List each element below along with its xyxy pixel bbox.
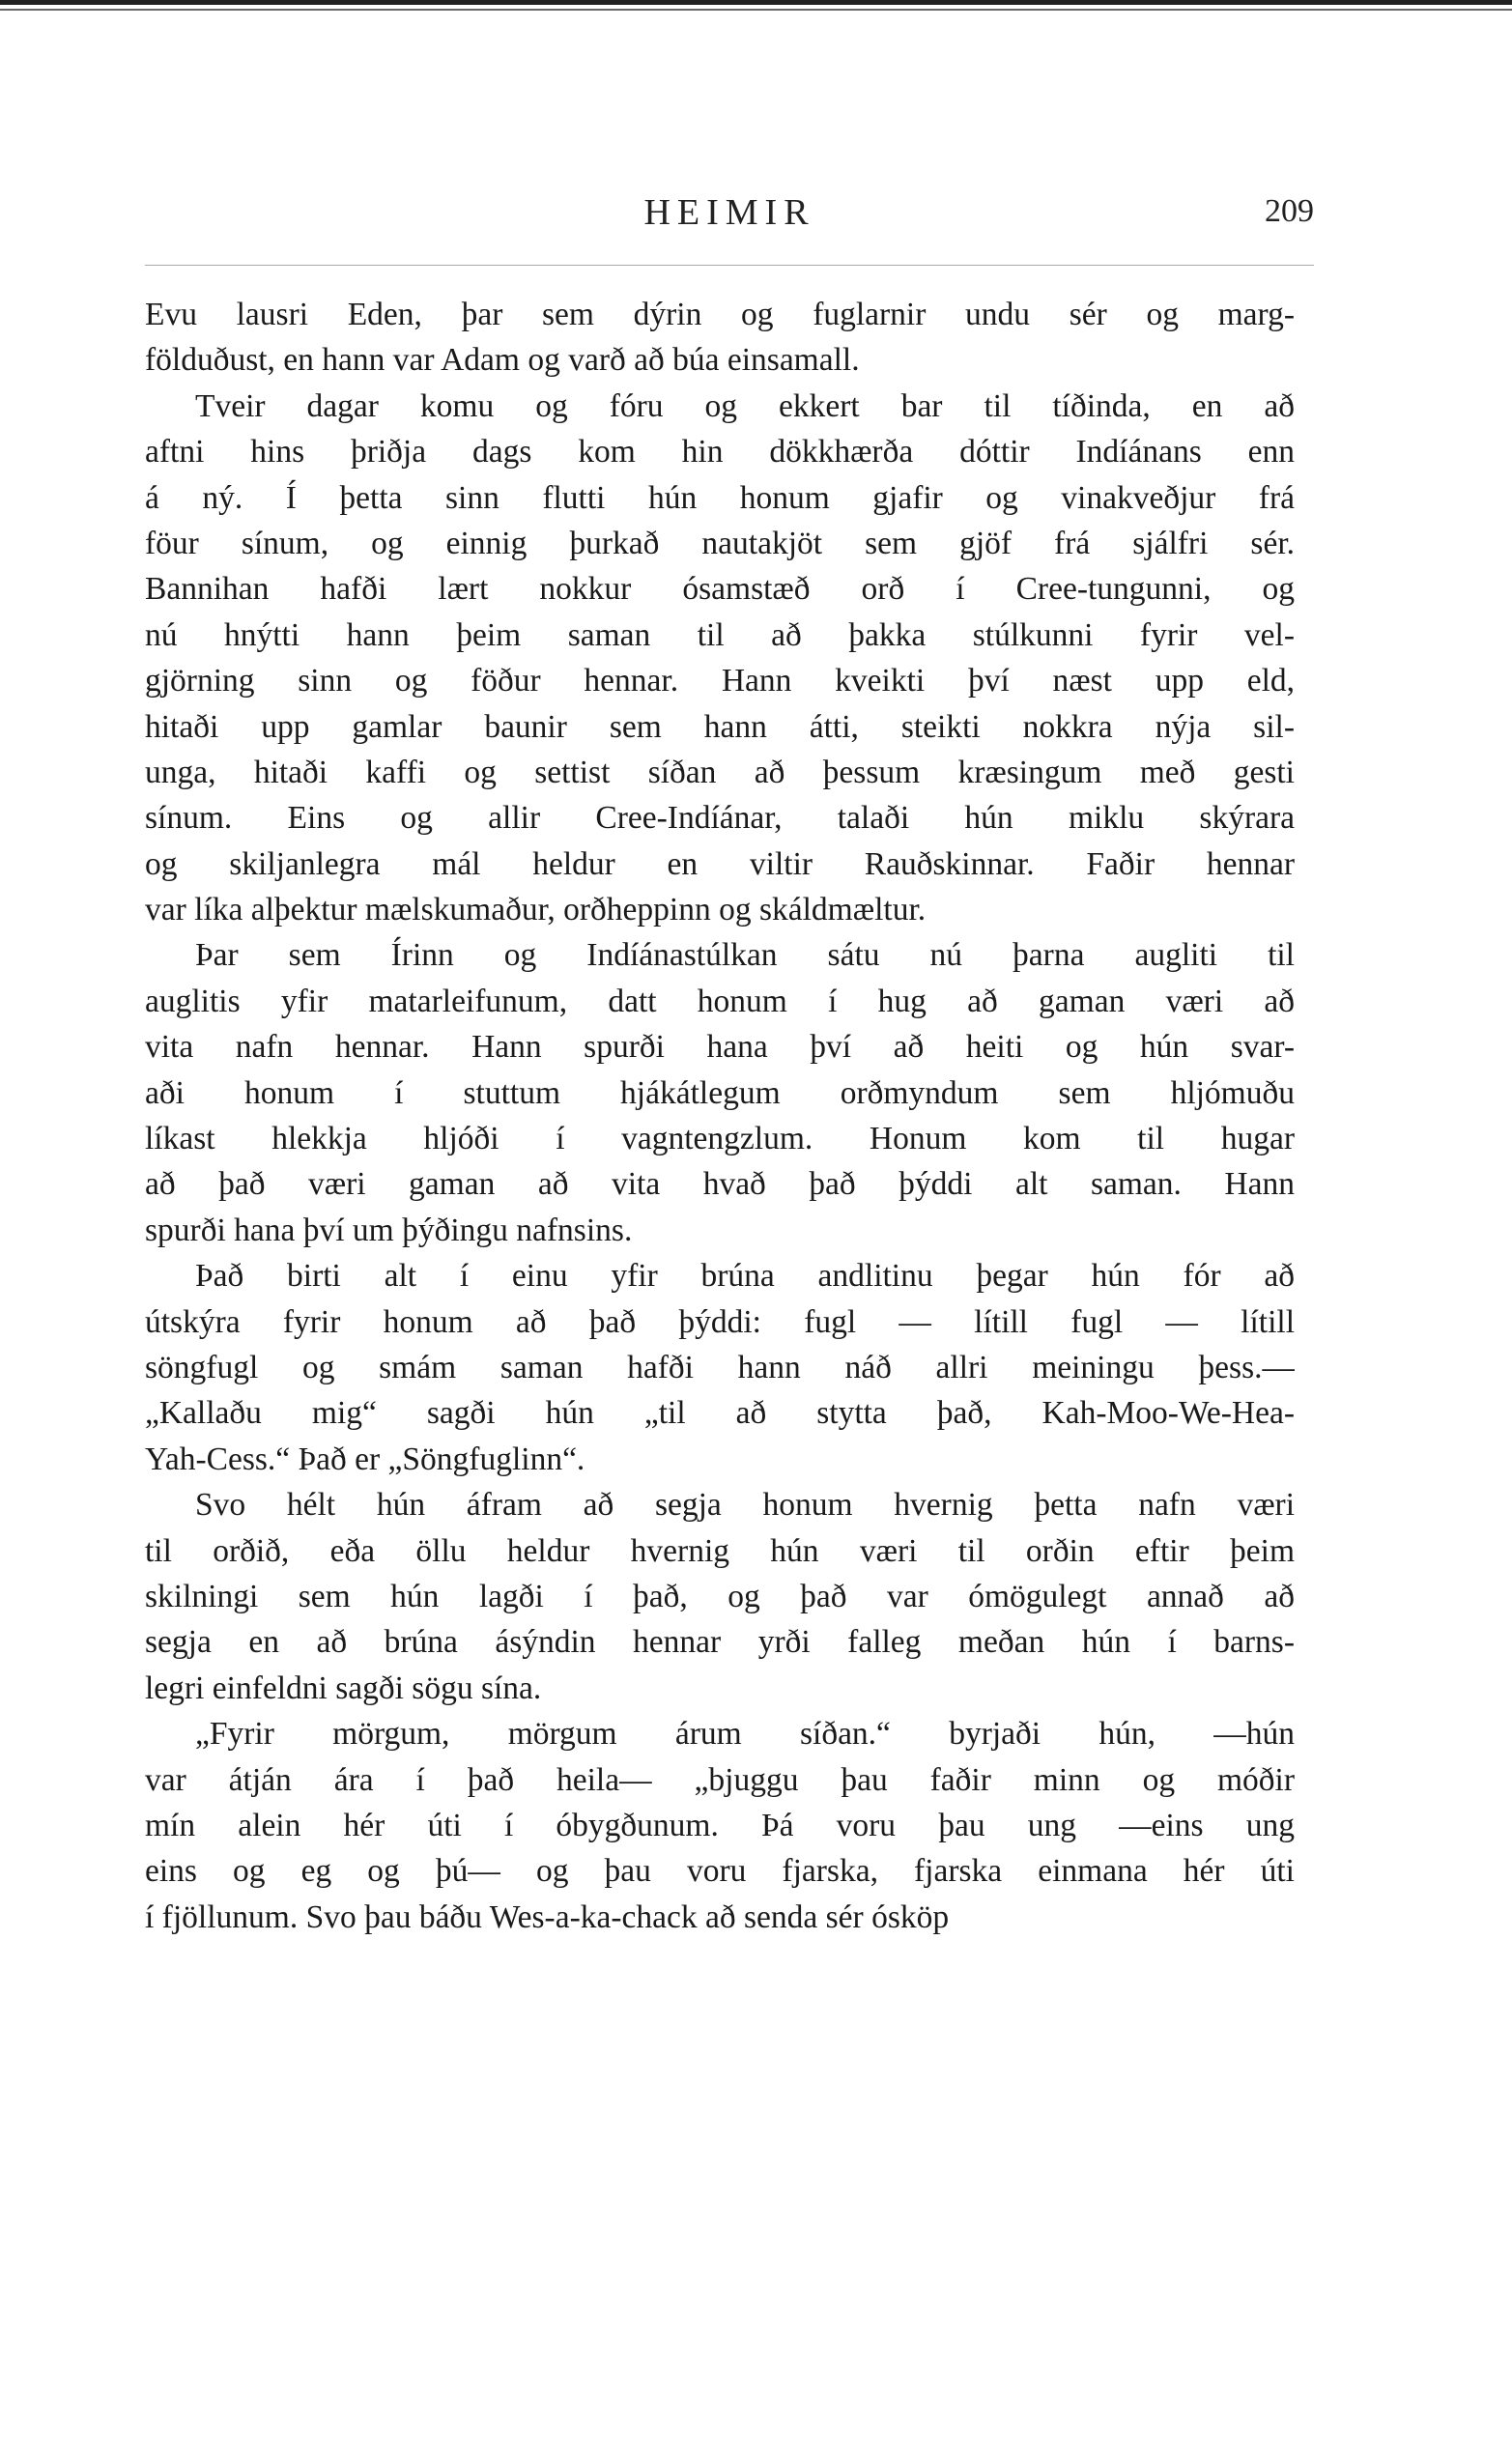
text-line: útskýra fyrir honum að það þýddi: fugl — lítill fugl — lítill — [145, 1303, 1295, 1340]
top-edge-rule-thin — [0, 9, 1512, 11]
text-line: mín alein hér úti í óbygðunum. Þá voru þau ung —eins ung — [145, 1807, 1295, 1843]
text-line: aftni hins þriðja dags kom hin dökkhærða dóttir Indíánans enn — [145, 434, 1295, 471]
text-line: segja en að brúna ásýndin hennar yrði falleg meðan hún í barns- — [145, 1624, 1295, 1661]
text-line: á ný. Í þetta sinn flutti hún honum gjafir og vinakveðjur frá — [145, 479, 1295, 516]
text-line: legri einfeldni sagði sögu sína. — [145, 1669, 542, 1706]
text-line: að það væri gaman að vita hvað það þýddi alt saman. Hann — [145, 1166, 1295, 1203]
text-line: gjörning sinn og föður hennar. Hann kveikti því næst upp eld, — [145, 663, 1295, 699]
text-line: til orðið, eða öllu heldur hvernig hún væri til orðin eftir þeim — [145, 1532, 1295, 1569]
text-line: spurði hana því um þýðingu nafnsins. — [145, 1212, 633, 1248]
text-line: eins og eg og þú— og þau voru fjarska, fjarska einmana hér úti — [145, 1853, 1295, 1890]
text-line: vita nafn hennar. Hann spurði hana því að heiti og hún svar- — [145, 1029, 1295, 1066]
text-line: nú hnýtti hann þeim saman til að þakka stúlkunni fyrir vel- — [145, 616, 1295, 653]
header-rule — [145, 265, 1314, 266]
paragraph — [145, 932, 1295, 1253]
top-edge-rule — [0, 0, 1512, 5]
text-line: föur sínum, og einnig þurkað nautakjöt sem gjöf frá sjálfri sér. — [145, 525, 1295, 561]
page-number: 209 — [1265, 193, 1314, 229]
paragraph — [145, 1711, 1295, 1940]
text-line: Bannihan hafði lært nokkur ósamstæð orð í Cree-tungunni, og — [145, 571, 1295, 608]
text-line: Þar sem Írinn og Indíánastúlkan sátu nú þarna augliti til — [195, 937, 1295, 974]
text-line: Yah-Cess.“ Það er „Söngfuglinn“. — [145, 1441, 585, 1477]
text-line: auglitis yfir matarleifunum, datt honum í hug að gaman væri að — [145, 983, 1295, 1019]
page-body — [145, 292, 1295, 1940]
text-line: hitaði upp gamlar baunir sem hann átti, steikti nokkra nýja sil- — [145, 708, 1295, 745]
text-line: sínum. Eins og allir Cree-Indíánar, talaði hún miklu skýrara — [145, 800, 1295, 837]
running-head: HEIMIR — [643, 192, 815, 233]
text-line: var líka alþektur mælskumaður, orðheppinn og skáldmæltur. — [145, 892, 927, 928]
text-line: skilningi sem hún lagði í það, og það var ómögulegt annað að — [145, 1578, 1295, 1614]
text-line: földuðust, en hann var Adam og varð að búa einsamall. — [145, 342, 860, 379]
text-line: aði honum í stuttum hjákátlegum orðmyndum sem hljómuðu — [145, 1074, 1295, 1111]
text-line: Evu lausri Eden, þar sem dýrin og fuglarnir undu sér og marg- — [145, 297, 1295, 332]
text-line: „Fyrir mörgum, mörgum árum síðan.“ byrjaði hún, —hún — [195, 1716, 1295, 1753]
text-line: líkast hlekkja hljóði í vagntengzlum. Honum kom til hugar — [145, 1121, 1295, 1157]
text-line: Tveir dagar komu og fóru og ekkert bar til tíðinda, en að — [195, 387, 1295, 424]
paragraph — [145, 1253, 1295, 1482]
text-line: „Kallaðu mig“ sagði hún „til að stytta það, Kah-Moo-We-Hea- — [145, 1395, 1295, 1432]
text-line: söngfugl og smám saman hafði hann náð allri meiningu þess.— — [145, 1349, 1295, 1385]
text-line: í fjöllunum. Svo þau báðu Wes-a-ka-chack að senda sér ósköp — [145, 1898, 950, 1935]
paragraph — [145, 292, 1295, 384]
text-line: unga, hitaði kaffi og settist síðan að þessum kræsingum með gesti — [145, 754, 1295, 790]
paragraph — [145, 384, 1295, 933]
page-header — [145, 191, 1314, 249]
paragraph — [145, 1482, 1295, 1711]
text-line: og skiljanlegra mál heldur en viltir Rauðskinnar. Faðir hennar — [145, 845, 1295, 882]
text-line: Svo hélt hún áfram að segja honum hvernig þetta nafn væri — [195, 1487, 1295, 1524]
text-line: var átján ára í það heila— „bjuggu þau faðir minn og móðir — [145, 1761, 1295, 1798]
text-line: Það birti alt í einu yfir brúna andlitinu þegar hún fór að — [195, 1258, 1295, 1295]
